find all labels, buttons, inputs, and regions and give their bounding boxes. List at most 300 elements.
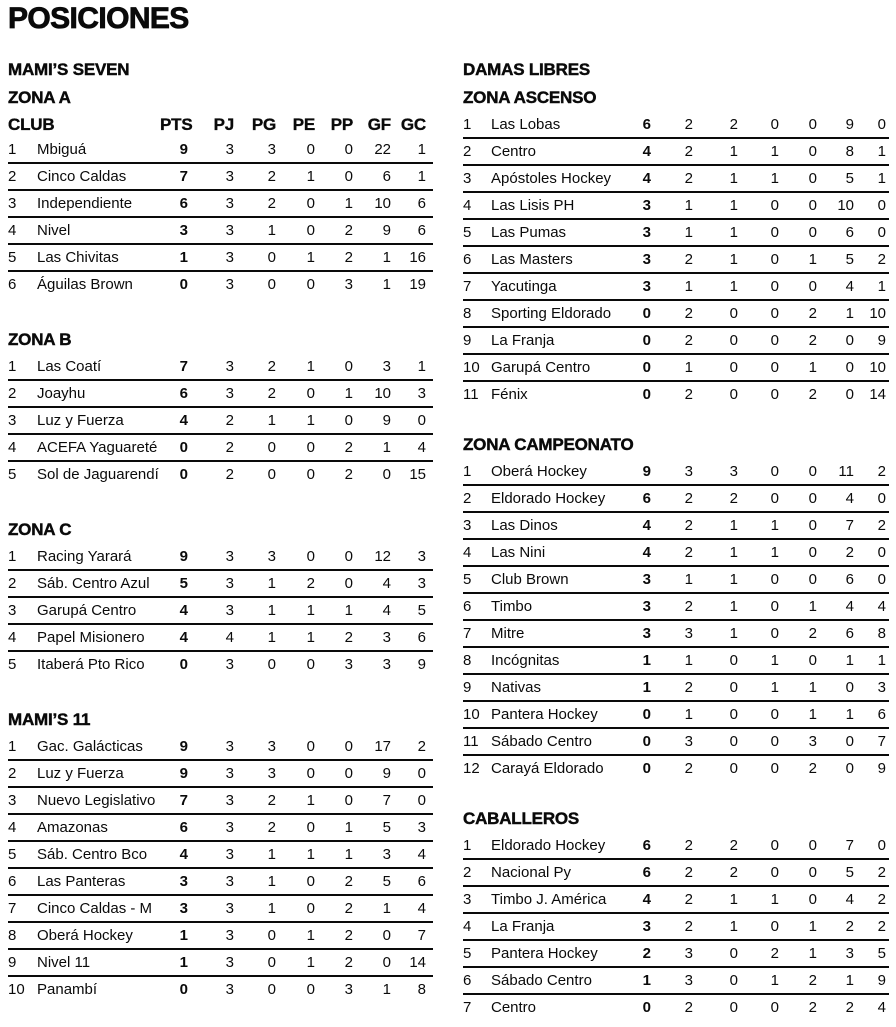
pg-cell: 1 [729, 197, 738, 214]
pos-cell: 9 [8, 954, 17, 971]
gf-cell: 2 [845, 918, 854, 935]
gc-cell: 19 [409, 276, 426, 293]
pe-cell: 0 [770, 224, 779, 241]
pos-cell: 3 [8, 195, 17, 212]
pj-cell: 3 [225, 548, 234, 565]
pp-cell: 2 [344, 873, 353, 890]
pp-cell: 1 [344, 846, 353, 863]
club-cell: Nativas [491, 679, 542, 696]
pts-cell: 7 [179, 792, 188, 809]
pts-cell: 6 [179, 195, 188, 212]
pts-cell: 0 [642, 706, 651, 723]
pe-cell: 0 [306, 385, 315, 402]
club-cell: Fénix [491, 386, 528, 403]
gf-cell: 9 [382, 412, 391, 429]
table-row [8, 381, 433, 408]
pj-cell: 2 [684, 999, 693, 1016]
pos-cell: 5 [8, 846, 17, 863]
pj-cell: 3 [684, 945, 693, 962]
pp-cell: 3 [344, 656, 353, 673]
gf-cell: 5 [382, 819, 391, 836]
pos-cell: 2 [8, 385, 17, 402]
table-row [463, 860, 889, 887]
pg-cell: 1 [729, 891, 738, 908]
pg-cell: 1 [729, 224, 738, 241]
gc-cell: 4 [417, 846, 426, 863]
club-cell: Nacional Py [491, 864, 572, 881]
club-cell: Nivel [37, 222, 71, 239]
pg-cell: 1 [729, 251, 738, 268]
pp-cell: 1 [344, 195, 353, 212]
zone-heading: ZONA A [8, 88, 71, 107]
table-row [463, 193, 889, 220]
table-row [8, 598, 433, 625]
pj-cell: 2 [684, 864, 693, 881]
club-cell: Racing Yarará [37, 548, 132, 565]
table-row [8, 272, 433, 297]
gc-cell: 2 [877, 891, 886, 908]
gf-cell: 4 [845, 490, 854, 507]
pe-cell: 0 [770, 733, 779, 750]
pp-cell: 2 [808, 625, 817, 642]
pj-cell: 1 [684, 197, 693, 214]
pos-cell: 6 [463, 251, 472, 268]
gc-cell: 8 [417, 981, 426, 998]
pj-cell: 2 [684, 517, 693, 534]
pos-cell: 1 [8, 738, 17, 755]
pos-cell: 2 [8, 168, 17, 185]
club-cell: Amazonas [37, 819, 108, 836]
club-cell: Joayhu [37, 385, 86, 402]
table-row [8, 544, 433, 571]
pg-cell: 1 [267, 575, 276, 592]
table-row [463, 513, 889, 540]
pe-cell: 0 [770, 837, 779, 854]
table-row [463, 220, 889, 247]
club-cell: Gac. Galácticas [37, 738, 143, 755]
table-row [8, 869, 433, 896]
gc-cell: 7 [877, 733, 886, 750]
pj-cell: 3 [225, 358, 234, 375]
pos-cell: 10 [8, 981, 25, 998]
pts-cell: 6 [179, 385, 188, 402]
club-cell: Las Dinos [491, 517, 558, 534]
pe-cell: 1 [770, 679, 779, 696]
pp-cell: 0 [344, 738, 353, 755]
pe-cell: 2 [770, 945, 779, 962]
pts-cell: 3 [179, 873, 188, 890]
gc-cell: 2 [417, 738, 426, 755]
pts-cell: 6 [642, 837, 651, 854]
pos-cell: 9 [463, 679, 472, 696]
club-cell: Las Panteras [37, 873, 126, 890]
table-row [8, 435, 433, 462]
club-cell: Club Brown [491, 571, 569, 588]
gc-cell: 14 [409, 954, 426, 971]
pj-cell: 3 [225, 765, 234, 782]
pp-cell: 0 [344, 141, 353, 158]
gf-cell: 9 [382, 222, 391, 239]
pj-cell: 4 [225, 629, 234, 646]
table-row [8, 625, 433, 652]
pg-cell: 0 [267, 981, 276, 998]
pj-cell: 1 [684, 652, 693, 669]
pj-cell: 1 [684, 359, 693, 376]
club-cell: Centro [491, 143, 537, 160]
pg-cell: 2 [729, 116, 738, 133]
gc-cell: 2 [877, 251, 886, 268]
gf-cell: 7 [382, 792, 391, 809]
pts-cell: 1 [642, 972, 651, 989]
pos-cell: 10 [463, 359, 480, 376]
pj-cell: 3 [225, 981, 234, 998]
pts-cell: 4 [642, 544, 651, 561]
gf-cell: 6 [845, 625, 854, 642]
pj-cell: 1 [684, 278, 693, 295]
club-cell: Garupá Centro [491, 359, 591, 376]
pe-cell: 0 [306, 656, 315, 673]
pg-column-header: PG [251, 115, 276, 134]
pj-cell: 3 [225, 927, 234, 944]
pp-cell: 1 [808, 679, 817, 696]
pj-cell: 3 [225, 575, 234, 592]
pj-cell: 3 [225, 385, 234, 402]
pp-cell: 0 [808, 116, 817, 133]
pe-cell: 0 [770, 571, 779, 588]
pp-cell: 1 [808, 359, 817, 376]
pg-cell: 1 [729, 278, 738, 295]
pts-cell: 6 [642, 116, 651, 133]
pts-cell: 7 [179, 358, 188, 375]
gf-cell: 8 [845, 143, 854, 160]
club-cell: Mbiguá [37, 141, 87, 158]
pj-cell: 3 [225, 195, 234, 212]
pj-cell: 3 [225, 846, 234, 863]
gc-cell: 2 [877, 864, 886, 881]
club-cell: Oberá Hockey [37, 927, 133, 944]
gf-cell: 5 [845, 170, 854, 187]
club-cell: Las Coatí [37, 358, 102, 375]
pe-cell: 0 [770, 706, 779, 723]
table-row [8, 896, 433, 923]
pp-cell: 3 [344, 981, 353, 998]
gc-cell: 5 [417, 602, 426, 619]
gc-cell: 1 [877, 652, 886, 669]
gf-cell: 11 [838, 463, 854, 480]
table-row [8, 977, 433, 1002]
pg-cell: 1 [729, 918, 738, 935]
gc-cell: 0 [877, 116, 886, 133]
pj-cell: 1 [684, 706, 693, 723]
table-row [463, 675, 889, 702]
pp-cell: 2 [808, 305, 817, 322]
standings-section [8, 516, 433, 677]
table-row [8, 761, 433, 788]
club-cell: Oberá Hockey [491, 463, 587, 480]
pg-cell: 2 [729, 490, 738, 507]
gc-column-header: GC [400, 115, 426, 134]
club-cell: Incógnitas [491, 652, 560, 669]
pp-cell: 0 [344, 548, 353, 565]
pj-cell: 2 [684, 598, 693, 615]
table-row [463, 486, 889, 513]
pp-cell: 0 [344, 168, 353, 185]
pe-cell: 0 [306, 900, 315, 917]
pts-cell: 9 [179, 548, 188, 565]
pts-cell: 0 [179, 656, 188, 673]
pj-cell: 3 [684, 733, 693, 750]
pos-cell: 4 [8, 222, 17, 239]
pe-cell: 0 [306, 981, 315, 998]
pp-cell: 0 [808, 197, 817, 214]
pos-cell: 6 [463, 598, 472, 615]
pp-cell: 2 [344, 249, 353, 266]
pj-cell: 3 [225, 141, 234, 158]
table-row [8, 734, 433, 761]
pg-cell: 2 [729, 837, 738, 854]
gc-cell: 6 [417, 195, 426, 212]
pj-cell: 2 [684, 679, 693, 696]
pg-cell: 1 [729, 170, 738, 187]
gc-cell: 3 [417, 385, 426, 402]
pos-cell: 5 [463, 224, 472, 241]
gc-cell: 1 [417, 168, 426, 185]
club-cell: Luz y Fuerza [37, 412, 124, 429]
columns-wrap [8, 56, 896, 1020]
table-row [463, 328, 889, 355]
table-row [8, 815, 433, 842]
pj-cell: 3 [225, 738, 234, 755]
pts-cell: 0 [179, 276, 188, 293]
gc-cell: 3 [417, 548, 426, 565]
gf-cell: 1 [382, 439, 391, 456]
pp-cell: 1 [344, 819, 353, 836]
club-cell: Sporting Eldorado [491, 305, 612, 322]
section-heading: MAMI’S SEVEN [8, 60, 130, 79]
pj-cell: 3 [225, 900, 234, 917]
pts-cell: 0 [642, 332, 651, 349]
pe-cell: 1 [306, 412, 315, 429]
gf-cell: 1 [382, 981, 391, 998]
pts-cell: 0 [179, 981, 188, 998]
pe-cell: 0 [770, 463, 779, 480]
pts-cell: 1 [179, 954, 188, 971]
pj-cell: 1 [684, 571, 693, 588]
pp-cell: 1 [344, 602, 353, 619]
club-cell: ACEFA Yaguareté [37, 439, 158, 456]
gf-cell: 3 [382, 358, 391, 375]
pos-cell: 2 [8, 575, 17, 592]
pp-cell: 2 [344, 439, 353, 456]
pe-cell: 1 [306, 602, 315, 619]
pp-cell: 0 [808, 170, 817, 187]
gf-cell: 1 [845, 652, 854, 669]
pts-cell: 4 [179, 412, 188, 429]
table-row [463, 833, 889, 860]
zone-heading: ZONA B [8, 330, 72, 349]
pos-cell: 9 [463, 332, 472, 349]
pp-cell: 0 [344, 575, 353, 592]
pts-cell: 2 [642, 945, 651, 962]
pos-cell: 7 [463, 625, 472, 642]
gc-cell: 7 [417, 927, 426, 944]
gf-cell: 1 [845, 972, 854, 989]
table-row [463, 166, 889, 193]
pos-cell: 8 [463, 652, 472, 669]
club-cell: Panambí [37, 981, 98, 998]
pos-cell: 6 [8, 873, 17, 890]
pts-cell: 3 [642, 197, 651, 214]
gf-cell: 6 [845, 224, 854, 241]
left-column [8, 56, 433, 1002]
pe-cell: 0 [770, 490, 779, 507]
gc-cell: 0 [417, 765, 426, 782]
gf-cell: 7 [845, 517, 854, 534]
pg-cell: 1 [729, 517, 738, 534]
pos-cell: 4 [8, 819, 17, 836]
gc-cell: 9 [417, 656, 426, 673]
pg-cell: 1 [729, 544, 738, 561]
pe-cell: 0 [306, 819, 315, 836]
pe-cell: 0 [306, 222, 315, 239]
pg-cell: 1 [267, 222, 276, 239]
pj-cell: 3 [684, 972, 693, 989]
pp-cell: 0 [808, 544, 817, 561]
pj-cell: 3 [225, 656, 234, 673]
club-cell: Eldorado Hockey [491, 837, 606, 854]
pts-column-header: PTS [160, 115, 193, 134]
pj-cell: 2 [684, 116, 693, 133]
club-cell: Carayá Eldorado [491, 760, 604, 777]
pp-cell: 2 [808, 999, 817, 1016]
pe-cell: 1 [306, 358, 315, 375]
table-row [463, 540, 889, 567]
pj-cell: 2 [225, 412, 234, 429]
pts-cell: 4 [642, 891, 651, 908]
zone-heading: ZONA ASCENSO [463, 88, 597, 107]
pg-cell: 0 [729, 359, 738, 376]
gc-cell: 6 [417, 873, 426, 890]
table-row [463, 355, 889, 382]
pos-cell: 1 [463, 116, 472, 133]
pe-cell: 0 [770, 197, 779, 214]
pe-cell: 2 [306, 575, 315, 592]
club-cell: La Franja [491, 918, 555, 935]
gf-cell: 3 [382, 656, 391, 673]
section-heading: MAMI’S 11 [8, 710, 91, 729]
table-row [463, 995, 889, 1020]
club-cell: Las Lisis PH [491, 197, 575, 214]
pg-cell: 3 [267, 738, 276, 755]
club-cell: Sol de Jaguarendí [37, 466, 159, 483]
club-cell: Pantera Hockey [491, 706, 598, 723]
gf-cell: 10 [374, 385, 391, 402]
table-header [8, 112, 433, 137]
gf-cell: 5 [382, 873, 391, 890]
gf-cell: 4 [845, 891, 854, 908]
pp-cell: 2 [808, 332, 817, 349]
pos-cell: 4 [8, 439, 17, 456]
pos-cell: 7 [463, 999, 472, 1016]
pe-cell: 1 [306, 629, 315, 646]
pos-cell: 10 [463, 706, 480, 723]
pos-cell: 3 [463, 517, 472, 534]
pg-cell: 0 [729, 733, 738, 750]
pts-cell: 3 [642, 918, 651, 935]
pg-cell: 0 [729, 652, 738, 669]
pj-cell: 3 [225, 249, 234, 266]
pg-cell: 3 [267, 548, 276, 565]
pp-cell: 2 [808, 972, 817, 989]
pos-cell: 2 [463, 143, 472, 160]
zone-heading: ZONA C [8, 520, 72, 539]
pos-cell: 2 [8, 765, 17, 782]
pe-cell: 0 [306, 548, 315, 565]
gc-cell: 4 [417, 900, 426, 917]
gc-cell: 0 [877, 837, 886, 854]
gf-cell: 9 [845, 116, 854, 133]
gc-cell: 0 [877, 490, 886, 507]
pe-cell: 0 [770, 625, 779, 642]
club-cell: Las Lobas [491, 116, 561, 133]
pg-cell: 1 [267, 846, 276, 863]
pos-cell: 5 [8, 249, 17, 266]
table-row [8, 788, 433, 815]
pos-cell: 1 [8, 141, 17, 158]
pos-cell: 3 [8, 412, 17, 429]
pg-cell: 2 [267, 792, 276, 809]
pe-cell: 1 [770, 891, 779, 908]
pp-cell: 2 [344, 466, 353, 483]
club-cell: La Franja [491, 332, 555, 349]
gf-cell: 0 [845, 332, 854, 349]
pts-cell: 9 [179, 141, 188, 158]
club-cell: Cinco Caldas [37, 168, 127, 185]
pts-cell: 4 [179, 629, 188, 646]
pe-cell: 0 [306, 873, 315, 890]
pe-cell: 1 [770, 544, 779, 561]
pos-cell: 1 [8, 548, 17, 565]
pg-cell: 2 [729, 864, 738, 881]
pe-cell: 0 [306, 141, 315, 158]
table-row [463, 139, 889, 166]
section-heading: CABALLEROS [463, 809, 580, 828]
pp-cell: 0 [344, 358, 353, 375]
pts-cell: 3 [179, 222, 188, 239]
pj-cell: 3 [225, 819, 234, 836]
pg-cell: 0 [729, 679, 738, 696]
standings-section [463, 805, 889, 1020]
gf-cell: 0 [845, 679, 854, 696]
pg-cell: 1 [729, 143, 738, 160]
pe-cell: 1 [770, 972, 779, 989]
pos-cell: 1 [463, 463, 472, 480]
gf-cell: 2 [845, 544, 854, 561]
pts-cell: 4 [642, 143, 651, 160]
pe-cell: 0 [306, 738, 315, 755]
table-row [8, 354, 433, 381]
zone-heading: ZONA CAMPEONATO [463, 435, 634, 454]
pj-cell: 2 [684, 251, 693, 268]
pe-cell: 0 [770, 598, 779, 615]
pe-cell: 1 [306, 168, 315, 185]
table-row [463, 112, 889, 139]
pts-cell: 0 [642, 999, 651, 1016]
gf-cell: 0 [382, 927, 391, 944]
table-row [8, 652, 433, 677]
pg-cell: 2 [267, 819, 276, 836]
pos-cell: 4 [463, 544, 472, 561]
